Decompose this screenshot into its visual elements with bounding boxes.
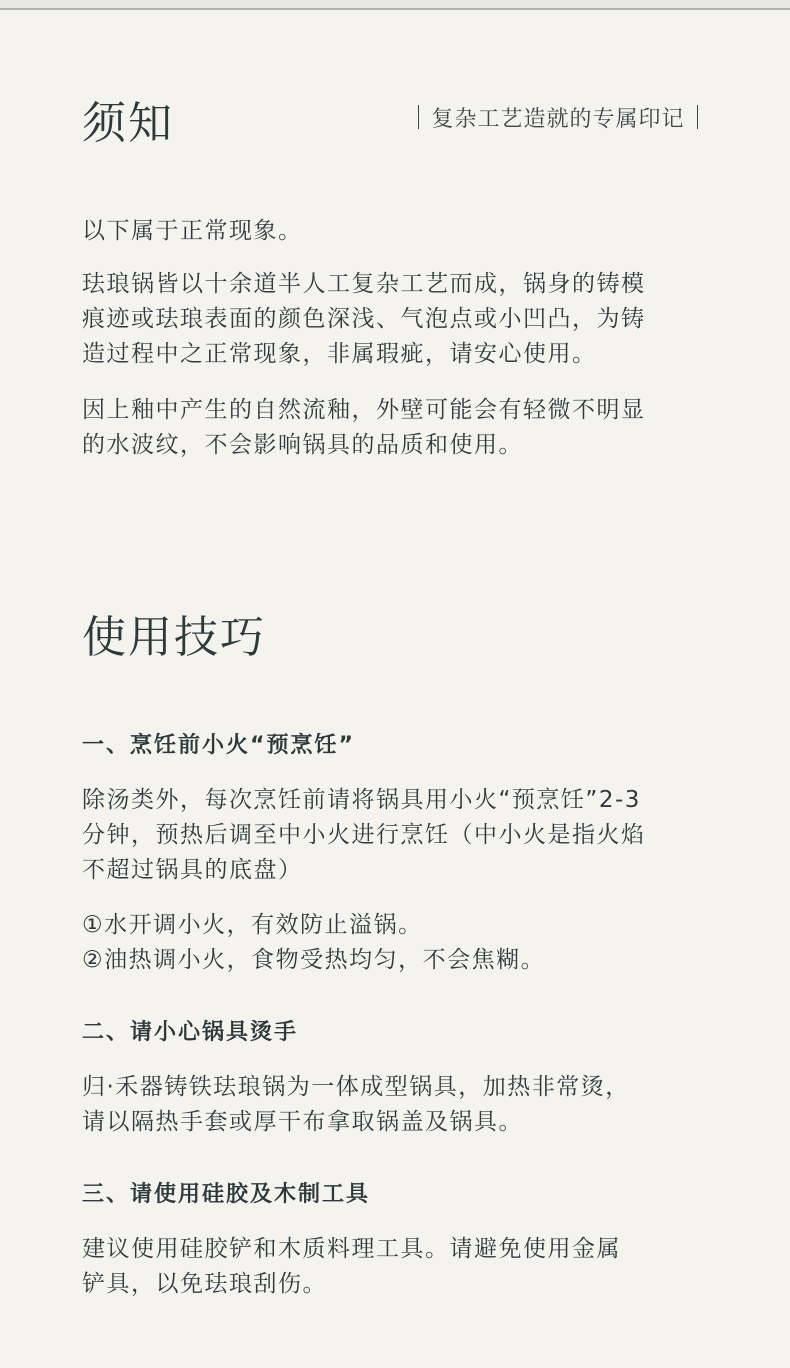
notice-heading: 须知 — [82, 98, 174, 149]
tip-3-body — [82, 1232, 710, 1302]
paragraph-line: 铲具，以免珐琅刮伤。 — [82, 1271, 327, 1297]
tip-1-title: 一、烹饪前小火“预烹饪” — [82, 733, 355, 758]
paragraph-line: 珐琅锅皆以十余道半人工复杂工艺而成，锅身的铸模 — [82, 271, 646, 297]
notice-intro-text: 以下属于正常现象。 — [82, 218, 303, 244]
paragraph-line: 痕迹或珐琅表面的颜色深浅、气泡点或小凹凸，为铸 — [82, 306, 646, 332]
tip-3-title: 三、请使用硅胶及木制工具 — [82, 1182, 371, 1207]
paragraph-line: 归·禾器铸铁珐琅锅为一体成型锅具，加热非常烫， — [82, 1074, 630, 1100]
tip-point: ①水开调小火，有效防止溢锅。 — [82, 912, 423, 938]
paragraph-line: 因上釉中产生的自然流釉，外壁可能会有轻微不明显 — [82, 397, 646, 423]
tip-point: ②油热调小火，食物受热均匀，不会焦糊。 — [82, 947, 546, 973]
notice-intro — [82, 214, 710, 249]
paragraph-line: 请以隔热手套或厚干布拿取锅盖及锅具。 — [82, 1109, 523, 1135]
notice-paragraph-1 — [82, 267, 710, 372]
top-divider — [0, 0, 790, 10]
tip-2-body — [82, 1070, 710, 1140]
tips-heading: 使用技巧 — [82, 612, 266, 663]
paragraph-line: 建议使用硅胶铲和木质料理工具。请避免使用金属 — [82, 1236, 621, 1262]
paragraph-line: 造过程中之正常现象，非属瑕疵，请安心使用。 — [82, 341, 597, 367]
tip-2-title: 二、请小心锅具烫手 — [82, 1020, 299, 1045]
tagline-text: 复杂工艺造就的专属印记 — [431, 106, 685, 132]
tip-1-points — [82, 908, 710, 978]
tagline-left-bar — [418, 105, 420, 129]
notice-tagline — [406, 102, 710, 132]
notice-paragraph-2 — [82, 393, 710, 463]
paragraph-line: 的水波纹，不会影响锅具的品质和使用。 — [82, 432, 523, 458]
tagline-right-bar — [697, 105, 699, 129]
tip-1-body — [82, 783, 710, 888]
paragraph-line: 除汤类外，每次烹饪前请将锅具用小火“预烹饪”2-3 — [82, 787, 641, 813]
paragraph-line: 不超过锅具的底盘） — [82, 857, 303, 883]
paragraph-line: 分钟，预热后调至中小火进行烹饪（中小火是指火焰 — [82, 822, 646, 848]
